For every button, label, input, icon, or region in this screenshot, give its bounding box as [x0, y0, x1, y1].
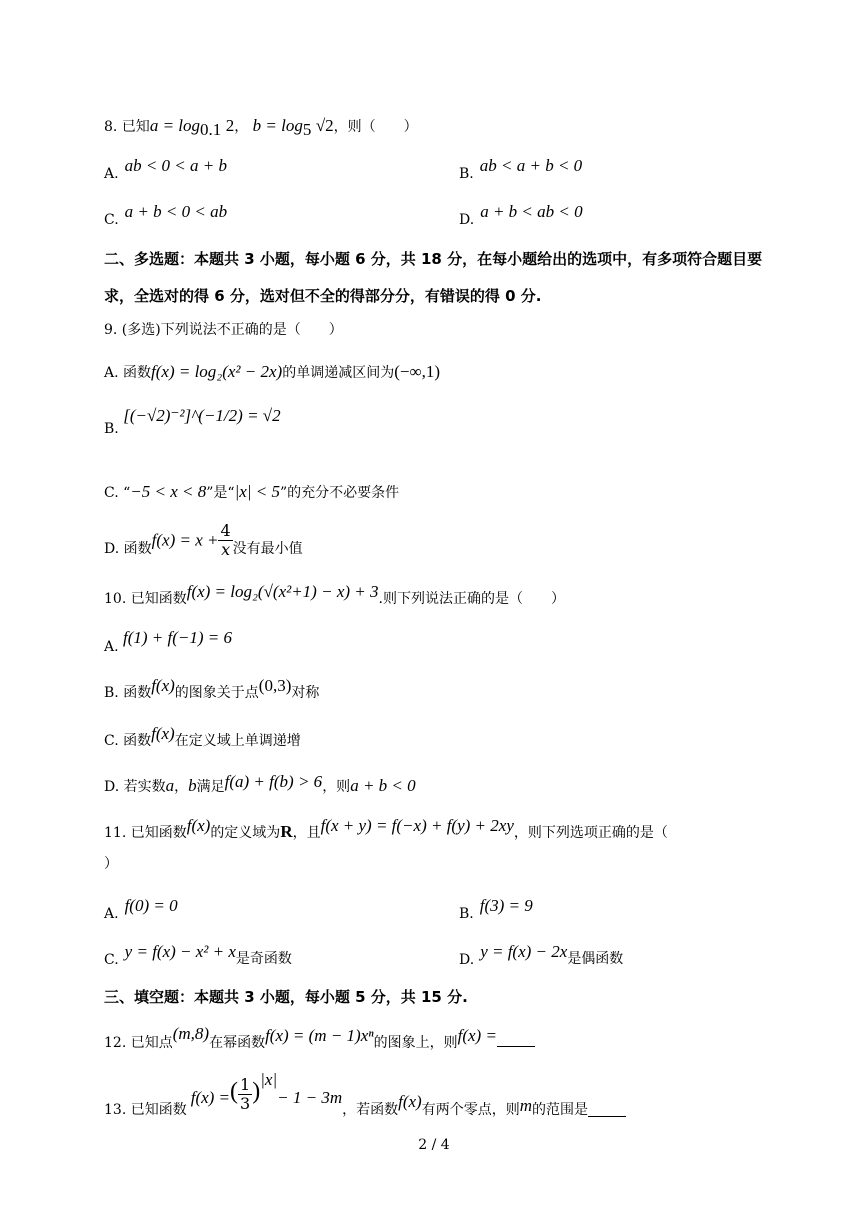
- q10-stem: 10. 已知函数f(x) = log₂(√(x²+1) − x) + 3.则下列说法正确的是（ ）: [104, 582, 565, 607]
- q13-stem: 13. 已知函数f(x) =( $\frac{1}{3}$ )$^{|x|}$− 1 − 3m，若函数f(x)有两个零点，则m的范围是: [104, 1070, 626, 1120]
- q8-stem: 8. 已知$a = \log_{0.1} 2$， $b = \log_5 √2$，则（ ）: [104, 116, 418, 139]
- section2-heading-line1: 二、多选题：本题共 3 小题，每小题 6 分，共 18 分，在每小题给出的选项中，有多项符合题目要: [104, 250, 763, 268]
- q10-option-d: D. 若实数a，b满足f(a) + f(b) > 6，则a + b < 0: [104, 772, 416, 795]
- q8-option-c: C. a + b < 0 < ab: [104, 202, 228, 228]
- q11-option-b: B. f(3) = 9: [459, 896, 533, 922]
- q9-option-c: C. “−5 < x < 8”是“|x| < 5”的充分不必要条件: [104, 482, 400, 501]
- q9-option-d: D. 函数f(x) = x + $\frac{4}{x}$ 没有最小值: [104, 521, 303, 559]
- q11-stem: 11. 已知函数f(x)的定义域为R，且f(x + y) = f(−x) + f(y) + 2xy，则下列选项正确的是（: [104, 816, 668, 841]
- q8-option-d: D. a + b < ab < 0: [459, 202, 583, 228]
- q9-option-a: A. 函数f(x) = log₂(x² − 2x)的单调递减区间为(−∞,1): [104, 362, 440, 381]
- section2-heading-line2: 求，全选对的得 6 分，选对但不全的得部分分，有错误的得 0 分.: [104, 287, 542, 305]
- q12-stem: 12. 已知点(m,8)在幂函数f(x) = (m − 1)xⁿ的图象上，则f(x) =: [104, 1032, 535, 1053]
- q10-option-b: B. 函数f(x)的图象关于点(0,3)对称: [104, 676, 320, 701]
- q8-option-b: B. ab < a + b < 0: [459, 156, 583, 182]
- q12-answer-blank[interactable]: [497, 1032, 535, 1047]
- q9-option-b: B. [(−√2)⁻²]^(−1/2) = √2: [104, 406, 281, 437]
- page-number: 2 / 4: [418, 1137, 450, 1153]
- section3-heading: 三、填空题：本题共 3 小题，每小题 5 分，共 15 分.: [104, 988, 468, 1006]
- q11-option-c: C. y = f(x) − x² + x是奇函数: [104, 942, 292, 968]
- q9-stem: 9. (多选)下列说法不正确的是（ ）: [104, 322, 343, 338]
- q8-option-a: A. ab < 0 < a + b: [104, 156, 227, 182]
- q11-option-a: A. f(0) = 0: [104, 896, 178, 922]
- q10-option-c: C. 函数f(x)在定义域上单调递增: [104, 724, 301, 749]
- q13-answer-blank[interactable]: [588, 1102, 626, 1117]
- q10-option-a: A. f(1) + f(−1) = 6: [104, 628, 233, 655]
- q11-stem-close: ）: [104, 856, 118, 872]
- q11-option-d: D. y = f(x) − 2x是偶函数: [459, 942, 624, 968]
